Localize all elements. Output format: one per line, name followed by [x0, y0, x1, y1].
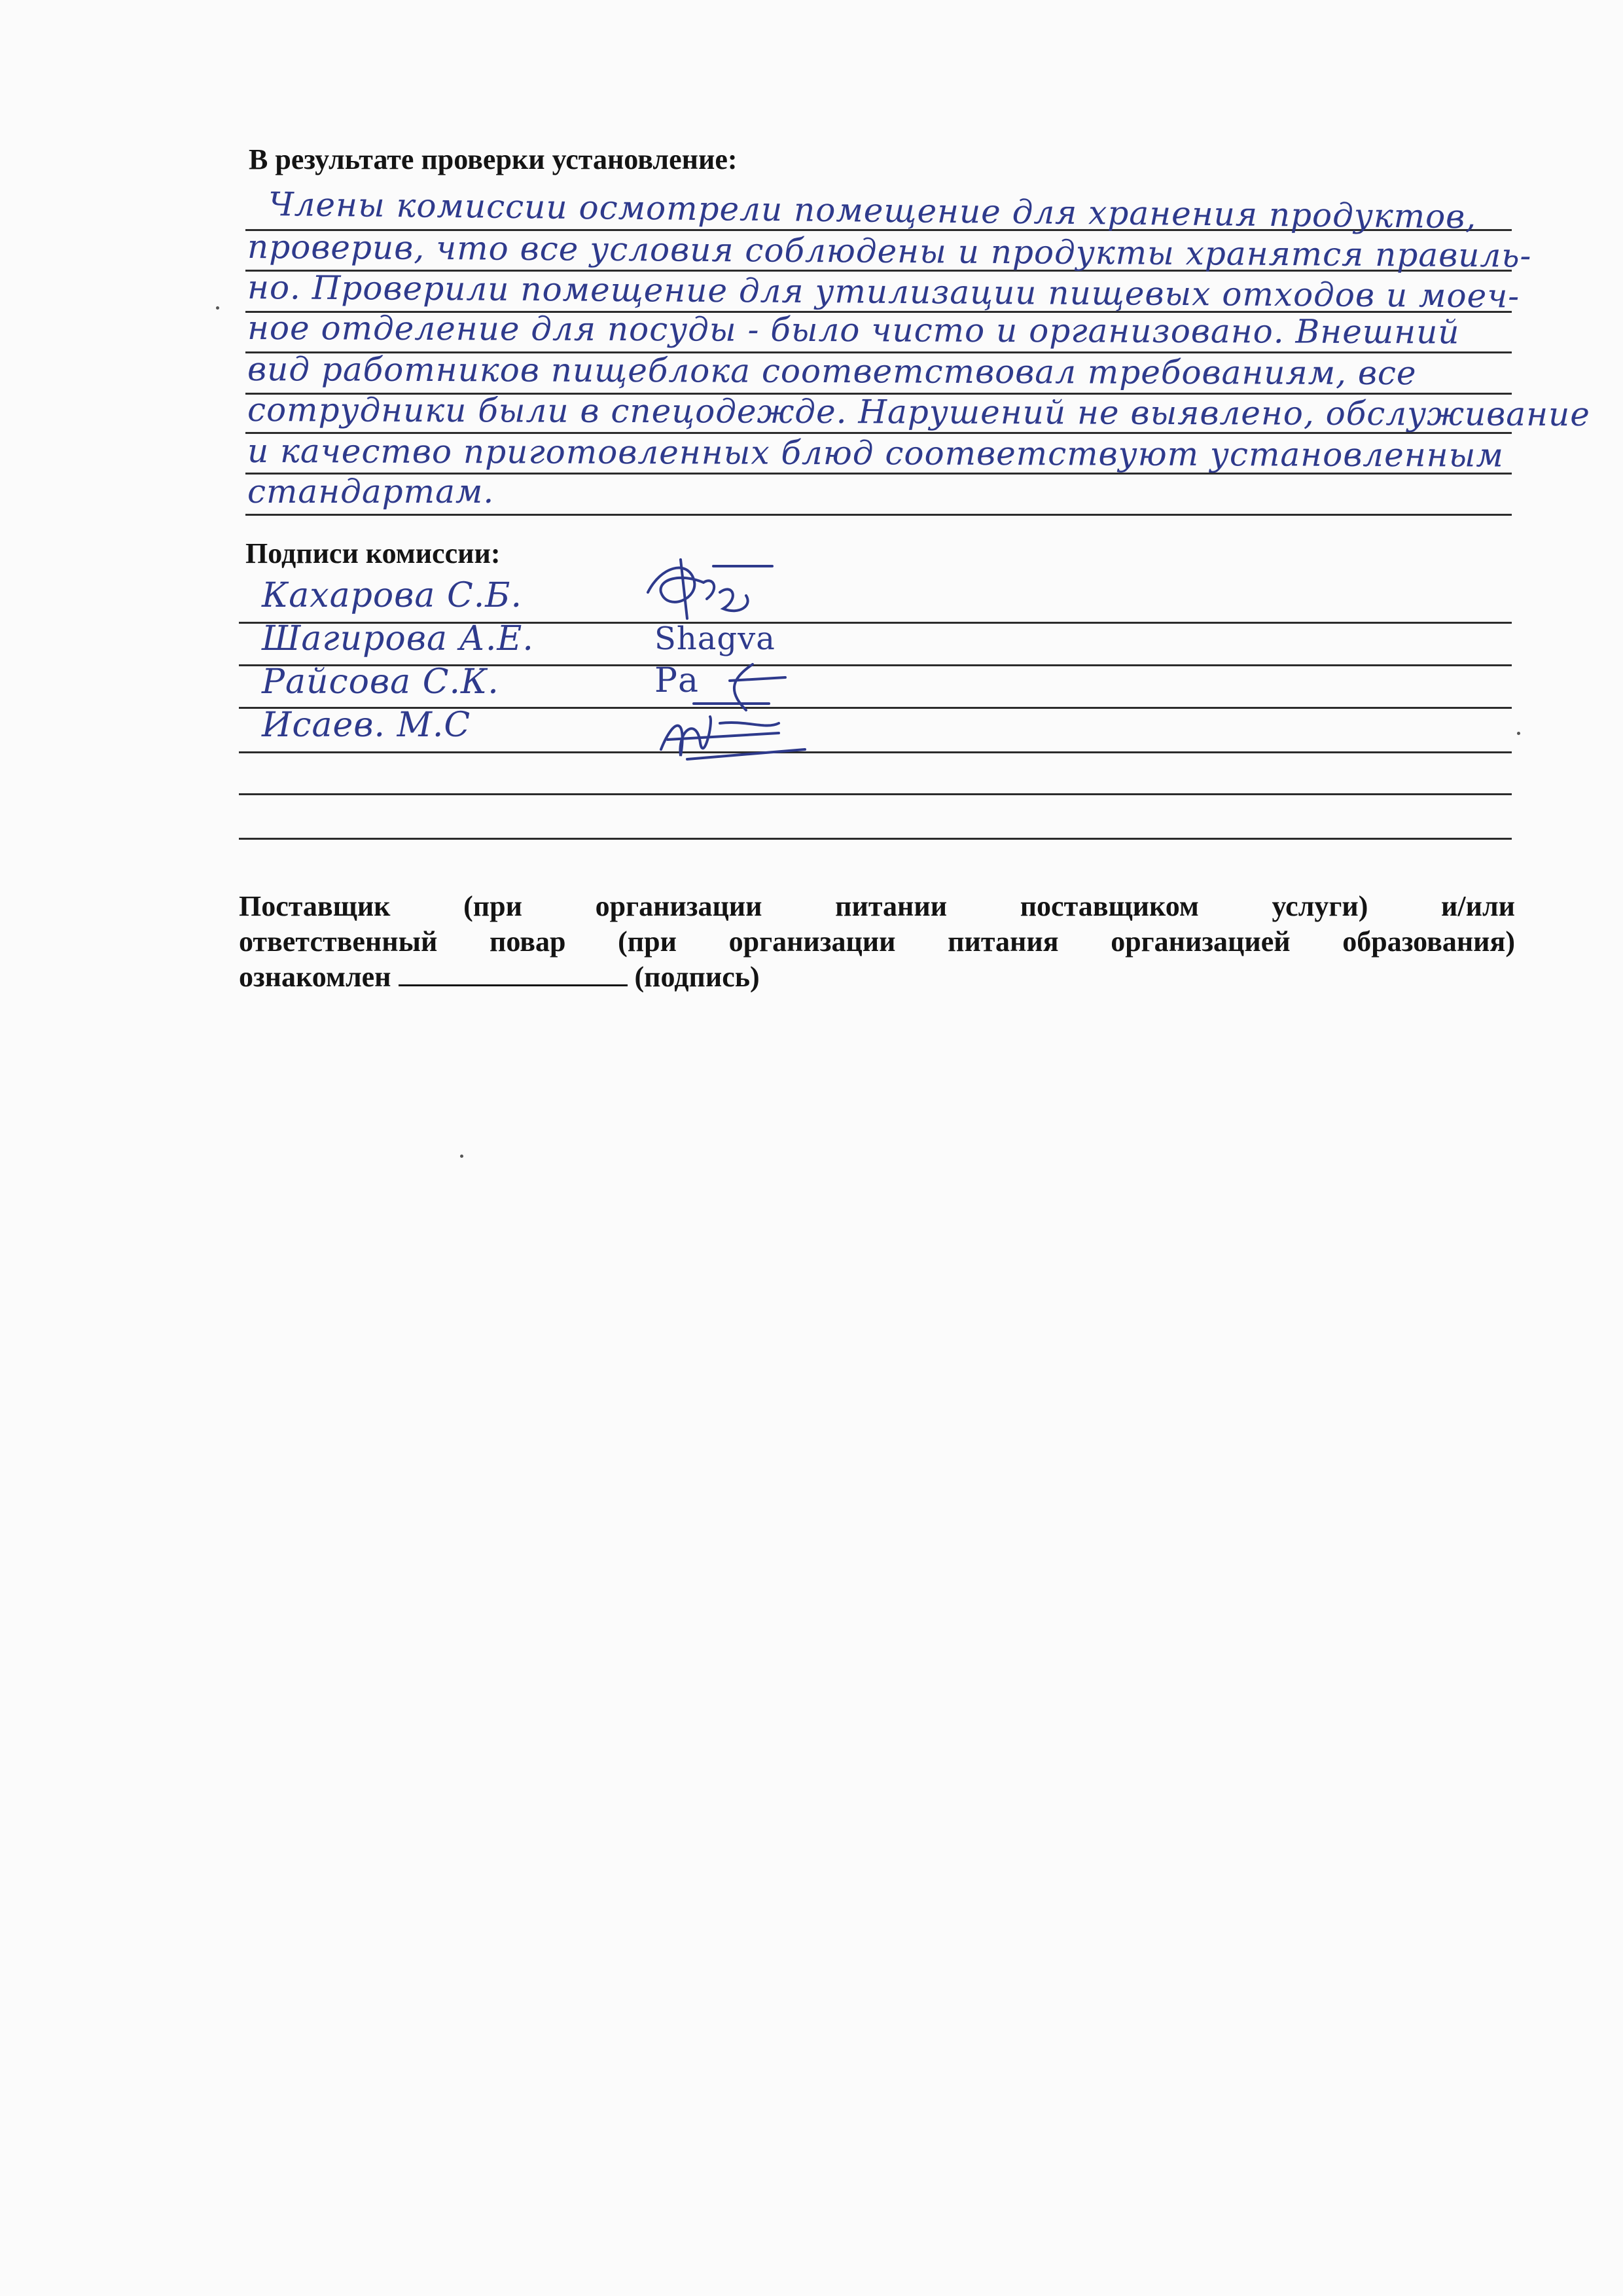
handwritten-findings-line: сотрудники были в спецодежде. Нарушений не выявлено, обслуживание: [247, 391, 1590, 434]
acknowledgement-block: [239, 889, 1515, 995]
member-name: Кахарова С.Б.: [262, 576, 523, 615]
scan-speck: [216, 306, 219, 310]
signature-caption: (подпись): [634, 961, 760, 993]
handwritten-findings-line: вид работников пищеблока соответствовал требованиям, все: [247, 350, 1417, 393]
member-name: Шагирова А.Е.: [262, 619, 534, 658]
signature-shagirova: Shagva: [654, 620, 776, 657]
signature-rule: [239, 793, 1512, 795]
member-name: Райсова С.К.: [262, 662, 499, 702]
scan-speck: [460, 1155, 463, 1158]
signature-blank: [399, 960, 628, 986]
member-name: Исаев. М.С: [262, 706, 471, 745]
signature-isaev: [648, 704, 812, 769]
handwritten-findings-line: Члены комиссии осмотрели помещение для хранения продуктов,: [268, 185, 1477, 236]
signature-kakharova: [641, 553, 792, 625]
handwritten-findings-line: проверив, что все условия соблюдены и продукты хранятся правиль-: [247, 228, 1532, 275]
signature-rule: [239, 751, 1512, 753]
findings-heading: В результате проверки установление:: [249, 143, 738, 175]
signatures-heading: Подписи комиссии:: [245, 537, 501, 569]
acknowledgement-line-sign: [239, 960, 1515, 995]
handwritten-findings-line: стандартам.: [247, 473, 495, 511]
acknowledgement-line: ответственный повар (при организации питания организацией образования): [239, 925, 1515, 958]
signature-raisova-text: Ра: [654, 661, 699, 700]
acknowledged-label: ознакомлен: [239, 961, 391, 993]
handwritten-findings-line: но. Проверили помещение для утилизации пищевых отходов и моеч-: [247, 268, 1520, 315]
handwritten-findings-line: ное отделение для посуды - было чисто и организовано. Внешний: [247, 309, 1460, 351]
findings-rule: [245, 514, 1512, 516]
scan-speck: [1517, 732, 1520, 735]
handwritten-findings-line: и качество приготовленных блюд соответствуют установленным: [247, 432, 1504, 475]
signature-rule: [239, 838, 1512, 840]
acknowledgement-line: Поставщик (при организации питании поставщиком услуги) и/или: [239, 890, 1515, 922]
